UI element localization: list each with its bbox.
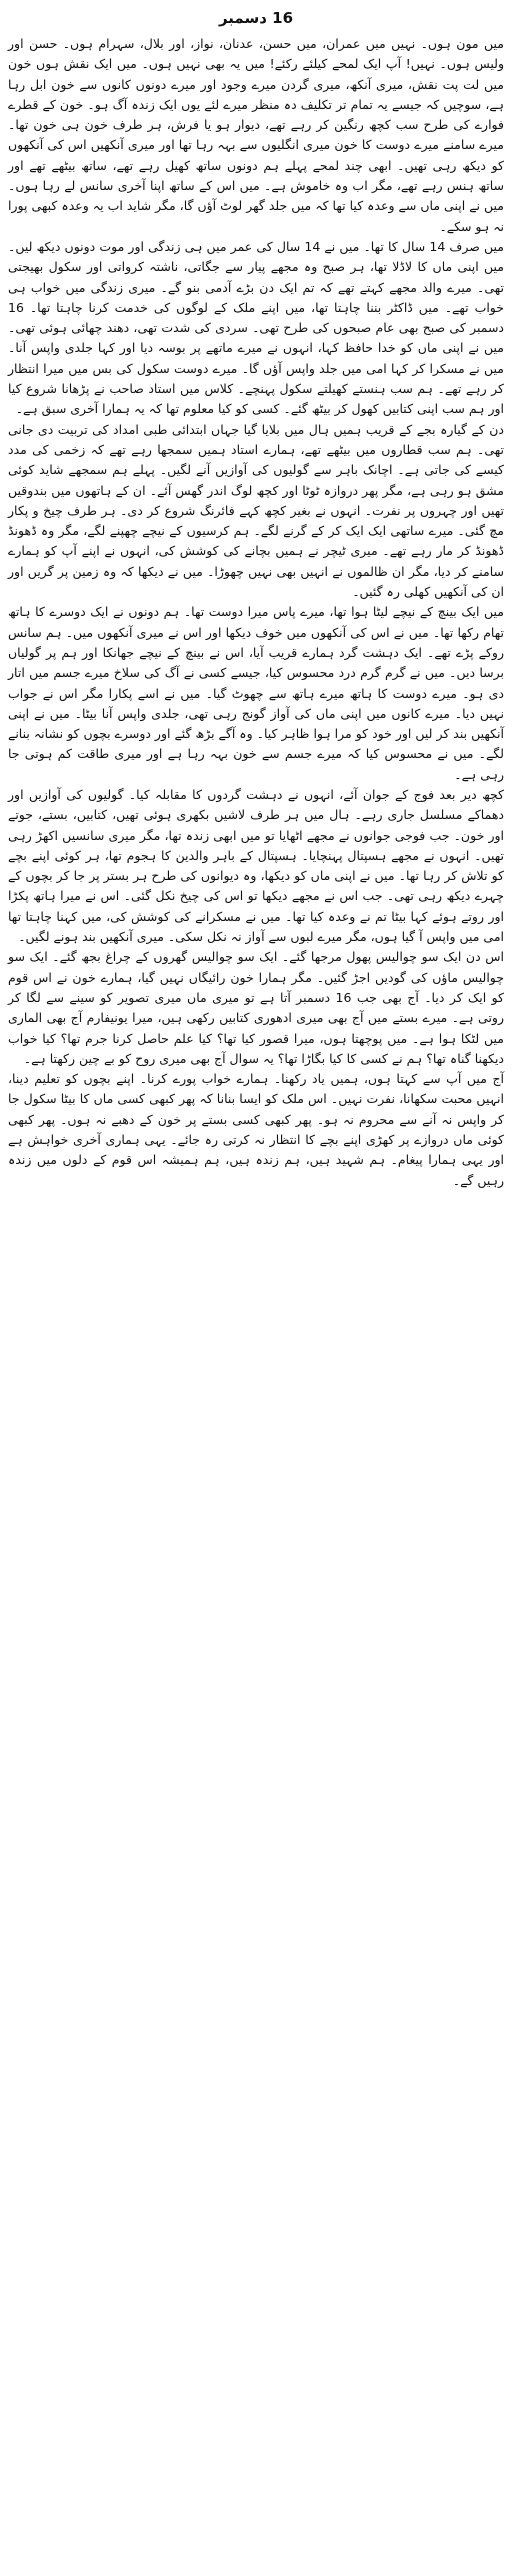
article-title: 16 دسمبر bbox=[218, 9, 294, 27]
article-paragraph: میں صرف 14 سال کا تھا۔ میں نے 14 سال کی عمر میں ہی زندگی اور موت دونوں دیکھ لیں۔ میں اپنی ماں کا لاڈلا تھا، ہر صبح وہ مجھے پیار سے جگاتی، ناشتہ کرواتی اور سکول بھیجتی تھی۔ میرے والد مجھے کہتے تھے کہ تم ایک دن بڑے آدمی بنو گے۔ میری زندگی میں خواب ہی خواب تھے۔ میں ڈاکٹر بننا چاہتا تھا، میں اپنے ملک کے لوگوں کی خدمت کرنا چاہتا تھا۔ 16 دسمبر کی صبح بھی عام صبحوں کی طرح تھی۔ سردی کی شدت تھی، دھند چھائی ہوئی تھی۔ میں نے اپنی ماں کو خدا حافظ کہا، انہوں نے میرے ماتھے پر بوسہ دیا اور کہا جلدی واپس آنا۔ میں نے مسکرا کر کہا امی میں جلد واپس آؤں گا۔ میرے دوست سکول کی بس میں میرا انتظار کر رہے تھے۔ ہم سب ہنستے کھیلتے سکول پہنچے۔ کلاس میں استاد صاحب نے پڑھانا شروع کیا اور ہم سب اپنی کتابیں کھول کر بیٹھ گئے۔ کسی کو کیا معلوم تھا کہ یہ ہمارا آخری سبق ہے۔ bbox=[8, 238, 504, 417]
article-paragraph: دن کے گیارہ بجے کے قریب ہمیں ہال میں بلایا گیا جہاں ابتدائی طبی امداد کی تربیت دی جانی تھی۔ ہم سب قطاروں میں بیٹھے تھے، ہمارے استاد ہمیں سمجھا رہے تھے کہ زخمی کی مدد کیسے کی جاتی ہے۔ اچانک باہر سے گولیوں کی آوازیں آنے لگیں۔ پہلے ہم سمجھے شاید کوئی مشق ہو رہی ہے، مگر پھر دروازہ ٹوٹا اور کچھ لوگ اندر گھس آئے۔ ان کے ہاتھوں میں بندوقیں تھیں اور چہروں پر نفرت۔ انہوں نے بغیر کچھ کہے فائرنگ شروع کر دی۔ ہر طرف چیخ و پکار مچ گئی۔ میرے ساتھی ایک ایک کر کے گرنے لگے۔ ہم کرسیوں کے نیچے چھپنے لگے، مگر وہ ڈھونڈ ڈھونڈ کر مار رہے تھے۔ میری ٹیچر نے ہمیں بچانے کی کوشش کی، انہوں نے اپنے آپ کو ہمارے سامنے کر دیا، مگر ان ظالموں نے انہیں بھی نہیں چھوڑا۔ میں نے دیکھا کہ وہ زمین پر گریں اور ان کی آنکھیں کھلی رہ گئیں۔ bbox=[8, 421, 504, 600]
article-paragraph: آج میں آپ سے کہتا ہوں، ہمیں یاد رکھنا۔ ہمارے خواب پورے کرنا۔ اپنے بچوں کو تعلیم دینا، انہیں محبت سکھانا، نفرت نہیں۔ اس ملک کو ایسا بنانا کہ پھر کبھی کسی ماں کا بیٹا سکول جا کر واپس نہ آنے سے محروم نہ ہو۔ پھر کبھی کسی بستے پر خون کے دھبے نہ ہوں۔ پھر کبھی کوئی ماں دروازے پر کھڑی اپنے بچے کا انتظار نہ کرتی رہ جائے۔ یہی ہماری آخری خواہش ہے اور یہی ہمارا پیغام۔ ہم شہید ہیں، ہم زندہ ہیں، ہم ہمیشہ اس قوم کے دلوں میں زندہ رہیں گے۔ bbox=[8, 1071, 504, 1188]
article-paragraph: اس دن ایک سو چوالیس پھول مرجھا گئے۔ ایک سو چوالیس گھروں کے چراغ بجھ گئے۔ ایک سو چوالیس ماؤں کی گودیں اجڑ گئیں۔ مگر ہمارا خون رائیگاں نہیں گیا، ہمارے خون نے اس قوم کو ایک کر دیا۔ آج بھی جب 16 دسمبر آتا ہے تو میری ماں میری تصویر کو سینے سے لگا کر روتی ہے۔ میرے بستے میں آج بھی میری ادھوری کتابیں رکھی ہیں، میرا یونیفارم آج بھی الماری میں لٹکا ہوا ہے۔ میں پوچھتا ہوں، میرا قصور کیا تھا؟ کیا علم حاصل کرنا جرم تھا؟ کیا خواب دیکھنا گناہ تھا؟ ہم نے کسی کا کیا بگاڑا تھا؟ یہ سوال آج بھی میری روح کو بے چین رکھتا ہے۔ bbox=[8, 949, 505, 1066]
article-paragraph: میں مون ہوں۔ نہیں میں عمران، میں حسن، عدنان، نواز، اور بلال، سہرام ہوں۔ حسن اور ولیس ہوں۔ نہیں! آپ ایک لمحے کیلئے رکئے! میں یہ بھی نہیں ہوں۔ میں ایک نقش ہوں خون میں لت پت نقش، میری آنکھ، میری گردن میرے وجود اور میرے دونوں کانوں سے خون ابل رہا ہے، سوچیں کہ جیسے یہ تمام تر تکلیف دہ منظر میرے لئے یوں ایک زندہ آگ ہو۔ خون کے قطرے فوارے کی طرح سب کچھ رنگین کر رہے تھے، دیوار ہو یا فرش، ہر طرف خون ہی خون تھا۔ میرے سامنے میرے دوست کا خون میری انگلیوں سے بہہ رہا تھا اور میری آنکھیں اس کی آنکھوں کو دیکھ رہی تھیں۔ ابھی چند لمحے پہلے ہم دونوں ساتھ کھیل رہے تھے، ساتھ بیٹھے تھے اور ساتھ ہنس رہے تھے، مگر اب وہ خاموش ہے۔ میں اس کے ساتھ اپنا آخری سانس لے رہا ہوں۔ میں نے اپنی ماں سے وعدہ کیا تھا کہ میں جلد گھر لوٹ آؤں گا، مگر شاید اب یہ وعدہ کبھی پورا نہ ہو سکے۔ bbox=[8, 36, 504, 234]
article-body bbox=[8, 34, 504, 1191]
article-paragraph: میں ایک بینچ کے نیچے لیٹا ہوا تھا، میرے پاس میرا دوست تھا۔ ہم دونوں نے ایک دوسرے کا ہاتھ تھام رکھا تھا۔ میں نے اس کی آنکھوں میں خوف دیکھا اور اس نے میری آنکھوں میں۔ ہم سانس روکے پڑے تھے۔ ایک دہشت گرد ہمارے قریب آیا، اس نے بینچ کے نیچے جھانکا اور ہم پر گولیاں برسا دیں۔ میں نے گرم گرم درد محسوس کیا، جیسے کسی نے آگ کی سلاخ میرے جسم میں اتار دی ہو۔ میرے دوست کا ہاتھ میرے ہاتھ سے چھوٹ گیا۔ میں نے اسے پکارا مگر اس نے جواب نہیں دیا۔ میرے کانوں میں اپنی ماں کی آواز گونج رہی تھی، جلدی واپس آنا بیٹا۔ میں نے اپنی آنکھیں بند کر لیں اور خود کو مرا ہوا ظاہر کیا۔ وہ آگے بڑھ گئے اور دوسرے بچوں کو نشانہ بنانے لگے۔ میں نے محسوس کیا کہ میرے جسم سے خون بہہ رہا ہے اور میری طاقت کم ہوتی جا رہی ہے۔ bbox=[8, 604, 504, 782]
article-paragraph: کچھ دیر بعد فوج کے جوان آئے، انہوں نے دہشت گردوں کا مقابلہ کیا۔ گولیوں کی آوازیں اور دھماکے مسلسل جاری رہے۔ ہال میں ہر طرف لاشیں بکھری ہوئی تھیں، کتابیں، بستے، جوتے اور خون۔ جب فوجی جوانوں نے مجھے اٹھایا تو میں ابھی زندہ تھا، مگر میری سانسیں اکھڑ رہی تھیں۔ انہوں نے مجھے ہسپتال پہنچایا۔ ہسپتال کے باہر والدین کا ہجوم تھا، ہر کوئی اپنے بچے کو تلاش کر رہا تھا۔ میں نے اپنی ماں کو دیکھا، وہ دیوانوں کی طرح ہر بستر پر جا کر بچوں کے چہرے دیکھ رہی تھی۔ جب اس نے مجھے دیکھا تو اس کی چیخ نکل گئی۔ اس نے میرا ہاتھ پکڑا اور روتے ہوئے کہا بیٹا تم نے وعدہ کیا تھا۔ میں نے مسکرانے کی کوشش کی، میں کہنا چاہتا تھا امی میں واپس آ گیا ہوں، مگر میرے لبوں سے آواز نہ نکل سکی۔ میری آنکھیں بند ہونے لگیں۔ bbox=[8, 786, 504, 945]
